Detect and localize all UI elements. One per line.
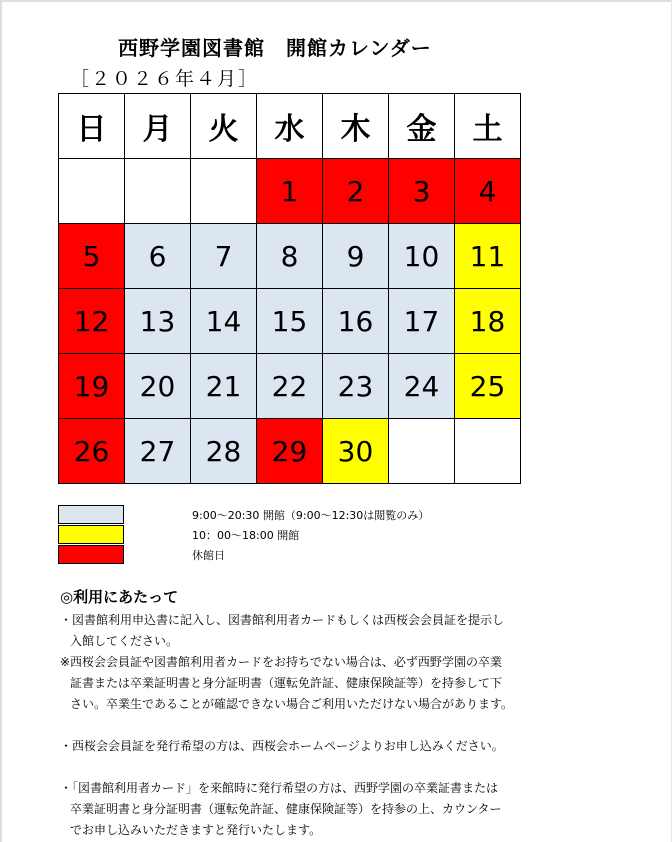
usage-title: ◎利用にあたって — [60, 588, 179, 606]
day-cell — [125, 159, 191, 224]
day-cell: 15 — [257, 289, 323, 354]
usage-line: ・図書館利用申込書に記入し、図書館利用者カードもしくは西桜会会員証を提示し — [60, 613, 505, 627]
legend-swatch-open — [58, 505, 124, 524]
day-cell: 26 — [59, 419, 125, 484]
day-cell — [191, 159, 257, 224]
month-label: ［２０２６年４月］ — [70, 68, 260, 90]
legend-text-short: 10：00～18:00 開館 — [192, 529, 300, 542]
day-cell — [389, 419, 455, 484]
day-cell: 6 — [125, 224, 191, 289]
day-cell: 18 — [455, 289, 521, 354]
usage-line: ・「図書館利用者カード」を来館時に発行希望の方は、西野学園の卒業証書または — [60, 781, 499, 795]
day-cell: 14 — [191, 289, 257, 354]
day-cell: 11 — [455, 224, 521, 289]
legend-text-open: 9:00～20:30 開館（9:00～12:30は閲覧のみ） — [192, 509, 430, 522]
page-border-top — [0, 0, 672, 2]
weekday-sat: 土 — [455, 94, 521, 159]
day-cell: 8 — [257, 224, 323, 289]
legend-swatch-short — [58, 525, 124, 544]
day-cell: 30 — [323, 419, 389, 484]
week-row-1 — [59, 159, 521, 224]
usage-line: 証書または卒業証明書と身分証明書（運転免許証、健康保険証等）を持参して下 — [70, 676, 503, 690]
day-cell: 21 — [191, 354, 257, 419]
day-cell: 13 — [125, 289, 191, 354]
day-cell: 28 — [191, 419, 257, 484]
usage-spacer — [60, 757, 540, 778]
day-cell: 3 — [389, 159, 455, 224]
day-cell: 17 — [389, 289, 455, 354]
day-cell: 19 — [59, 354, 125, 419]
usage-line: さい。卒業生であることが確認できない場合ご利用いただけない場合があります。 — [70, 697, 514, 711]
weekday-sun: 日 — [59, 94, 125, 159]
week-row-4 — [59, 354, 521, 419]
usage-line: ・西桜会会員証を発行希望の方は、西桜会ホームページよりお申し込みください。 — [60, 739, 504, 753]
day-cell — [59, 159, 125, 224]
day-cell: 27 — [125, 419, 191, 484]
day-cell: 23 — [323, 354, 389, 419]
weekday-mon: 月 — [125, 94, 191, 159]
weekday-wed: 水 — [257, 94, 323, 159]
usage-line: ※西桜会会員証や図書館利用者カードをお持ちでない場合は、必ず西野学園の卒業 — [60, 655, 502, 669]
weekday-tue: 火 — [191, 94, 257, 159]
day-cell: 2 — [323, 159, 389, 224]
calendar-table — [58, 93, 521, 484]
week-row-2 — [59, 224, 521, 289]
weekday-fri: 金 — [389, 94, 455, 159]
day-cell: 20 — [125, 354, 191, 419]
day-cell: 7 — [191, 224, 257, 289]
day-cell: 22 — [257, 354, 323, 419]
day-cell: 29 — [257, 419, 323, 484]
usage-spacer — [60, 715, 540, 736]
usage-line: でお申し込みいただきますと発行いたします。 — [70, 823, 322, 837]
document-title: 西野学園図書館 開館カレンダー — [118, 36, 432, 60]
day-cell: 10 — [389, 224, 455, 289]
week-row-5 — [59, 419, 521, 484]
weekday-thu: 木 — [323, 94, 389, 159]
legend-swatch-closed — [58, 545, 124, 564]
week-row-3 — [59, 289, 521, 354]
usage-line: 入館してください。 — [70, 634, 179, 648]
day-cell: 12 — [59, 289, 125, 354]
usage-notes — [60, 586, 540, 841]
day-cell: 4 — [455, 159, 521, 224]
weekday-header-row — [59, 94, 521, 159]
legend-text-closed: 休館日 — [192, 549, 225, 562]
day-cell — [455, 419, 521, 484]
day-cell: 1 — [257, 159, 323, 224]
usage-line: 卒業証明書と身分証明書（運転免許証、健康保険証等）を持参の上、カウンター — [70, 802, 502, 816]
day-cell: 24 — [389, 354, 455, 419]
day-cell: 5 — [59, 224, 125, 289]
day-cell: 25 — [455, 354, 521, 419]
page-border-left — [0, 0, 2, 842]
day-cell: 16 — [323, 289, 389, 354]
day-cell: 9 — [323, 224, 389, 289]
